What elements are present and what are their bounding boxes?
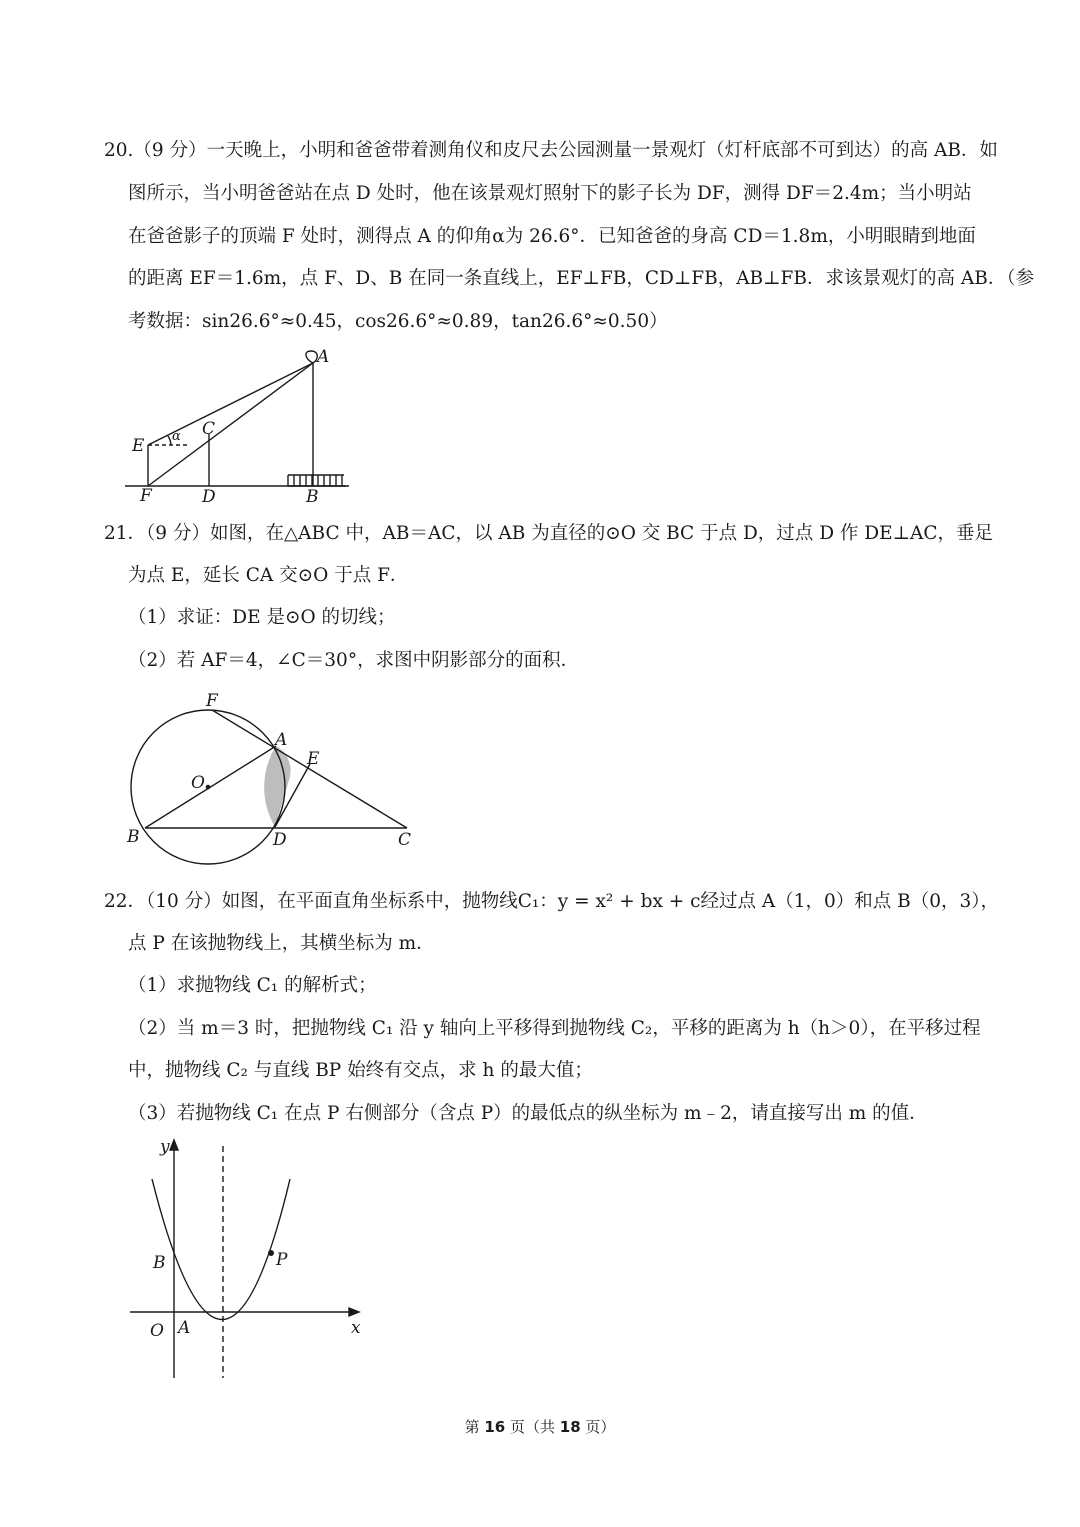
q22-label-P: P [276, 1250, 288, 1270]
q22-label-y: y [160, 1137, 170, 1157]
q21-label-E: E [307, 749, 320, 769]
q22-part-2-line-1: （2）当 m＝3 时，把抛物线 C₁ 沿 y 轴向上平移得到抛物线 C₂，平移的距离为 h（h＞0），在平移过程 [128, 1018, 981, 1039]
footer-total-pages: 18 [559, 1418, 581, 1436]
q22-label-A: A [178, 1318, 191, 1338]
q22-part-3: （3）若抛物线 C₁ 在点 P 右侧部分（含点 P）的最低点的纵坐标为 m﹣2，请直接写出 m 的值． [128, 1103, 928, 1124]
q22-label-x: x [351, 1318, 361, 1338]
q20-label-D: D [202, 487, 216, 507]
q20-figure [125, 345, 365, 510]
q22-line-1: 22．（10 分）如图，在平面直角坐标系中，抛物线C₁：y = x² + bx + c经过点 A（1，0）和点 B（0，3）， [104, 891, 1000, 912]
q21-label-C: C [398, 830, 412, 850]
q20-label-F: F [140, 486, 152, 506]
q21-label-A: A [275, 730, 288, 750]
q21-label-B: B [127, 827, 140, 847]
q21-label-D: D [273, 830, 287, 850]
q20-line-5: 考数据：sin26.6°≈0.45，cos26.6°≈0.89，tan26.6°≈0.50） [128, 311, 668, 332]
q20-line-1: 20.（9 分）一天晚上，小明和爸爸带着测角仪和皮尺去公园测量一景观灯（灯杆底部不可到达）的高 AB．如 [104, 140, 998, 161]
q20-label-E: E [132, 436, 145, 456]
footer-page-number: 16 [484, 1418, 506, 1436]
q22-part-1: （1）求抛物线 C₁ 的解析式； [128, 975, 377, 996]
q20-label-B: B [306, 487, 319, 507]
q20-line-2: 图所示，当小明爸爸站在点 D 处时，他在该景观灯照射下的影子长为 DF，测得 DF＝2.4m；当小明站 [128, 183, 972, 204]
q22-line-2: 点 P 在该抛物线上，其横坐标为 m． [128, 933, 435, 954]
footer-suffix: 页） [580, 1418, 616, 1436]
q20-line-4: 的距离 EF＝1.6m，点 F、D、B 在同一条直线上，EF⊥FB，CD⊥FB，AB⊥FB．求该景观灯的高 AB．（参 [128, 268, 1035, 289]
page-footer [0, 1416, 1080, 1438]
q20-line-3: 在爸爸影子的顶端 F 处时，测得点 A 的仰角α为 26.6°．已知爸爸的身高 CD＝1.8m，小明眼睛到地面 [128, 226, 976, 247]
q22-label-O: O [150, 1321, 164, 1341]
q22-label-B: B [153, 1253, 166, 1273]
q22-figure [125, 1132, 375, 1382]
q20-label-A: A [317, 347, 330, 367]
q21-part-1: （1）求证：DE 是⊙O 的切线； [128, 607, 396, 628]
q20-label-alpha: α [172, 429, 181, 444]
footer-prefix: 第 [464, 1418, 485, 1436]
q22-part-2-line-2: 中，抛物线 C₂ 与直线 BP 始终有交点，求 h 的最大值； [128, 1060, 593, 1081]
q21-line-2: 为点 E，延长 CA 交⊙O 于点 F． [128, 565, 409, 586]
q21-part-2: （2）若 AF＝4，∠C＝30°，求图中阴影部分的面积． [128, 650, 580, 671]
q21-line-1: 21．（9 分）如图，在△ABC 中，AB＝AC，以 AB 为直径的⊙O 交 BC 于点 D，过点 D 作 DE⊥AC，垂足 [104, 523, 994, 544]
q20-label-C: C [202, 419, 216, 439]
q21-label-O: O [191, 773, 205, 793]
footer-middle: 页（共 [505, 1418, 560, 1436]
q21-figure [120, 688, 420, 853]
q21-label-F: F [206, 691, 218, 711]
